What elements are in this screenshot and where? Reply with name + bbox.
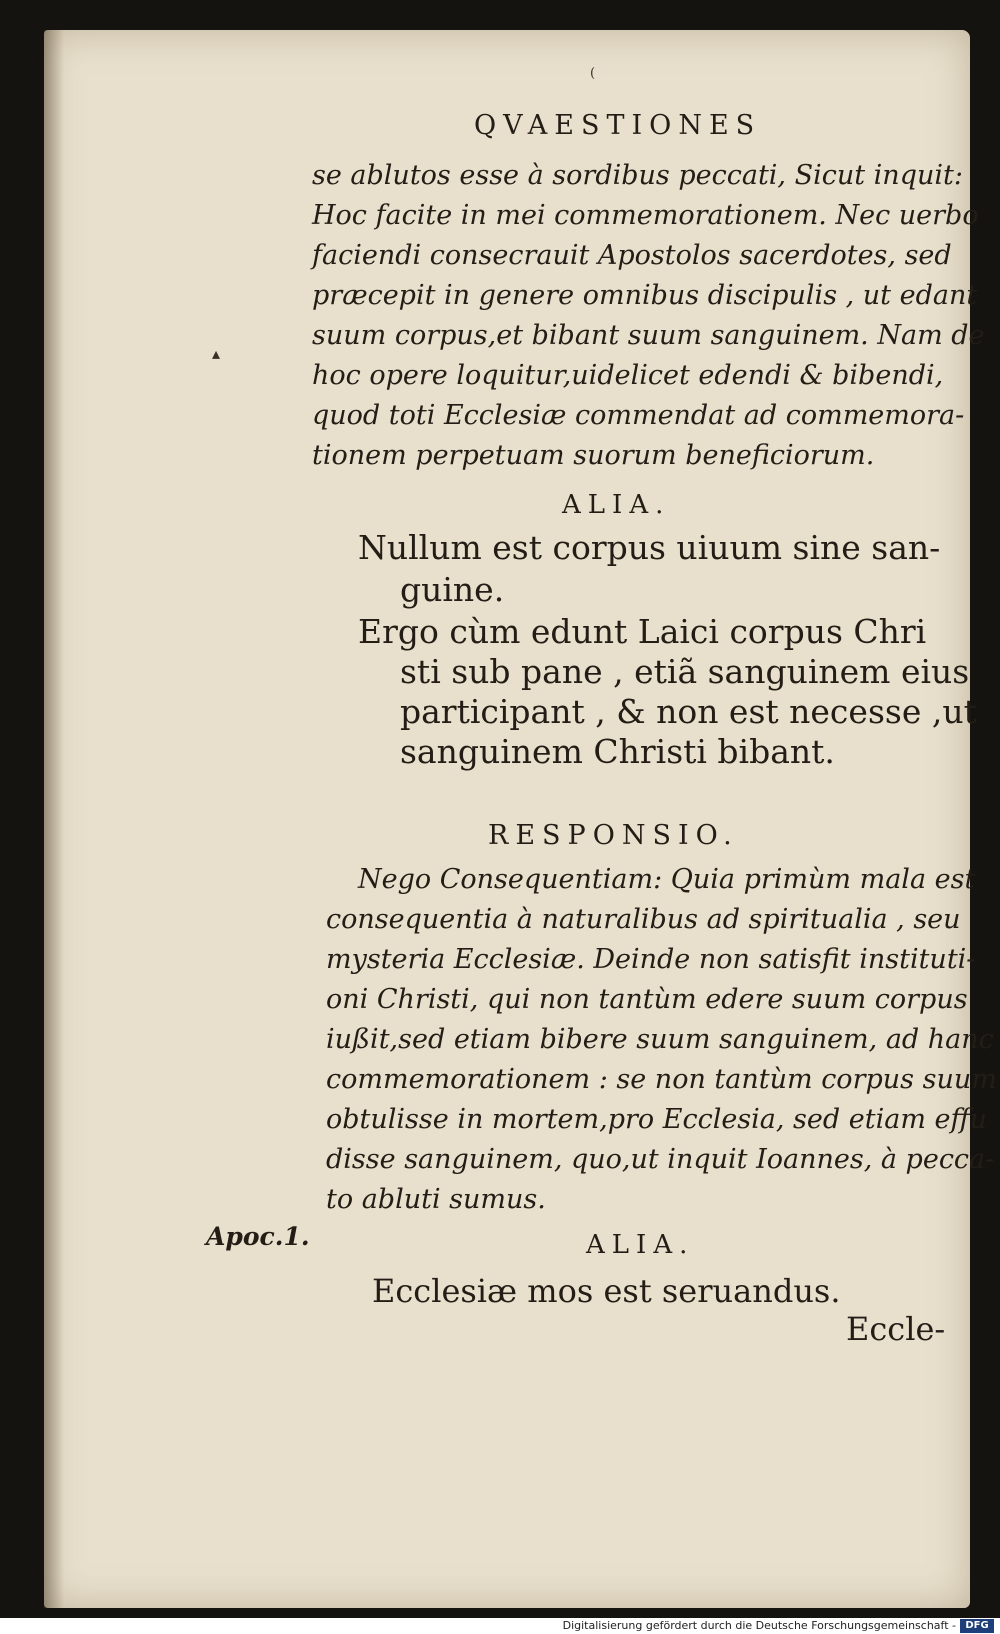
block1-line: hoc opere loquitur,uidelicet edendi & bibendi,	[312, 360, 944, 391]
argument-line: participant , & non est necesse ,ut	[400, 692, 977, 731]
responsio-line: obtulisse in mortem,pro Ecclesia, sed etiam effu	[326, 1104, 987, 1135]
margin-reference: Apoc.1.	[206, 1222, 310, 1251]
catchword: Eccle-	[846, 1310, 946, 1348]
heading-alia: ALIA.	[562, 490, 671, 520]
margin-speck: (	[590, 66, 596, 81]
block1-line: tionem perpetuam suorum beneficiorum.	[312, 440, 875, 471]
dfg-logo: DFG	[960, 1619, 994, 1633]
argument-line: Nullum est corpus uiuum sine san-	[358, 528, 941, 567]
responsio-line: disse sanguinem, quo,ut inquit Ioannes, à pecca-	[326, 1144, 995, 1175]
responsio-line: mysteria Ecclesiæ. Deinde non satisfit instituti-	[326, 944, 976, 975]
footer-credit: Digitalisierung gefördert durch die Deutsche Forschungsgemeinschaft -	[562, 1619, 956, 1632]
argument-line: sti sub pane , etiã sanguinem eius	[400, 652, 970, 691]
page-gutter-shadow	[44, 30, 64, 1608]
responsio-line: consequentia à naturalibus ad spiritualia , seu	[326, 904, 961, 935]
block1-line: se ablutos esse à sordibus peccati, Sicut inquit:	[312, 160, 963, 191]
argument-line: guine.	[400, 570, 505, 609]
argument-line: sanguinem Christi bibant.	[400, 732, 835, 771]
running-head: QVAESTIONES	[474, 110, 762, 141]
argument-line: Ergo cùm edunt Laici corpus Chri	[358, 612, 927, 651]
responsio-line: oni Christi, qui non tantùm edere suum corpus	[326, 984, 968, 1015]
responsio-line: commemorationem : se non tantùm corpus suum	[326, 1064, 997, 1095]
heading-alia: ALIA.	[586, 1230, 695, 1260]
margin-speck: ▴	[212, 344, 221, 363]
block1-line: Hoc facite in mei commemorationem. Nec uerbo	[312, 200, 979, 231]
responsio-line: iußit,sed etiam bibere suum sanguinem, ad hanc	[326, 1024, 994, 1055]
heading-responsio: RESPONSIO.	[488, 820, 739, 851]
block1-line: quod toti Ecclesiæ commendat ad commemora-	[312, 400, 965, 431]
final-line: Ecclesiæ mos est seruandus.	[372, 1272, 841, 1310]
block1-line: præcepit in genere omnibus discipulis , ut edant	[312, 280, 978, 311]
block1-line: faciendi consecrauit Apostolos sacerdotes, sed	[312, 240, 952, 271]
responsio-line: to abluti sumus.	[326, 1184, 546, 1215]
responsio-line: Nego Consequentiam: Quia primùm mala est	[358, 864, 976, 895]
block1-line: suum corpus,et bibant suum sanguinem. Nam de	[312, 320, 985, 351]
